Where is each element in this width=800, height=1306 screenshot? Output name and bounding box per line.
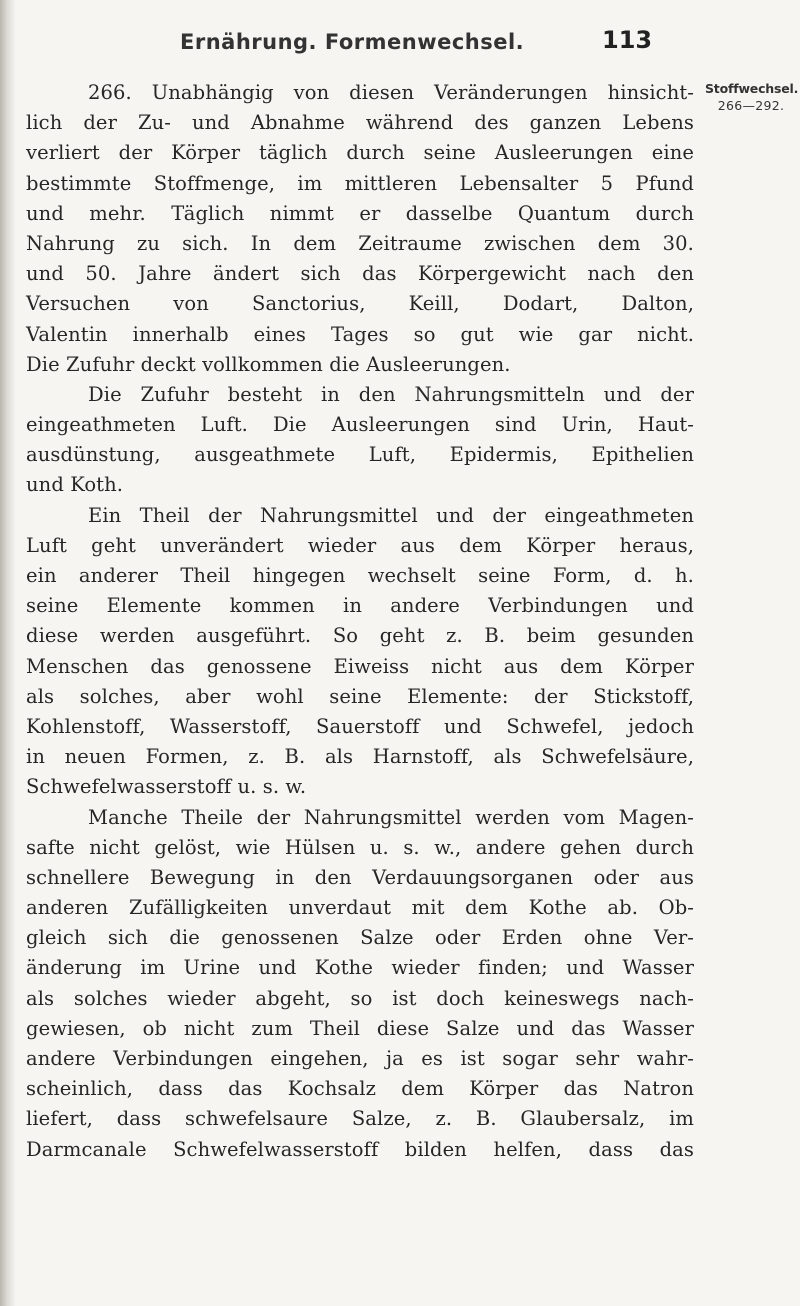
text-line: als solches, aber wohl seine Elemente: der Stickstoff, — [26, 684, 694, 708]
text-line: ausdünstung, ausgeathmete Luft, Epidermis, Epithelien — [26, 443, 694, 467]
text-line: Darmcanale Schwefelwasserstoff bilden helfen, dass das — [26, 1137, 694, 1161]
text-line: und 50. Jahre ändert sich das Körpergewicht nach den — [26, 262, 694, 286]
text-line: andere Verbindungen eingehen, ja es ist sogar sehr wahr- — [26, 1047, 694, 1070]
text-line: seine Elemente kommen in andere Verbindungen und — [26, 594, 694, 618]
margin-note-title: Stoffwechsel. — [705, 81, 799, 96]
margin-note — [705, 80, 797, 114]
text-line: Ein Theil der Nahrungsmittel und der eingeathmeten — [88, 503, 694, 527]
page-gutter-shadow — [0, 0, 16, 1306]
text-line: änderung im Urine und Kothe wieder finden; und Wasser — [26, 956, 694, 980]
text-line: Kohlenstoff, Wasserstoff, Sauerstoff und Schwefel, jedoch — [26, 714, 694, 738]
running-title: Ernährung. Formenwechsel. — [180, 30, 525, 54]
text-line: schnellere Bewegung in den Verdauungsorganen oder aus — [26, 865, 694, 889]
text-line: Valentin innerhalb eines Tages so gut wie gar nicht. — [26, 322, 694, 346]
text-line: scheinlich, dass das Kochsalz dem Körper das Natron — [26, 1077, 694, 1101]
text-line: 266. Unabhängig von diesen Veränderungen hinsicht- — [88, 81, 694, 104]
text-line: gewiesen, ob nicht zum Theil diese Salze und das Wasser — [26, 1016, 694, 1040]
text-line: gleich sich die genossenen Salze oder Erden ohne Ver- — [26, 926, 694, 950]
text-line: Menschen das genossene Eiweiss nicht aus dem Körper — [26, 654, 694, 678]
text-line: Schwefelwasserstoff u. s. w. — [26, 775, 307, 799]
text-line: safte nicht gelöst, wie Hülsen u. s. w., andere gehen durch — [26, 835, 694, 859]
page-number: 113 — [602, 26, 653, 54]
text-line: und mehr. Täglich nimmt er dasselbe Quantum durch — [26, 201, 694, 225]
text-line: lich der Zu- und Abnahme während des ganzen Lebens — [26, 111, 694, 135]
text-line: Die Zufuhr deckt vollkommen die Ausleerungen. — [26, 352, 511, 376]
margin-note-range: 266—292. — [717, 98, 785, 113]
text-line: Die Zufuhr besteht in den Nahrungsmitteln und der — [88, 382, 694, 406]
text-line: anderen Zufälligkeiten unverdaut mit dem Kothe ab. Ob- — [26, 896, 694, 920]
text-line: Manche Theile der Nahrungsmittel werden vom Magen- — [88, 805, 694, 829]
text-line: ein anderer Theil hingegen wechselt seine Form, d. h. — [26, 564, 694, 587]
text-line: Nahrung zu sich. In dem Zeitraume zwischen dem 30. — [26, 231, 694, 255]
text-line: Luft geht unverändert wieder aus dem Körper heraus, — [26, 533, 694, 557]
body-text — [26, 78, 694, 1165]
text-line: bestimmte Stoffmenge, im mittleren Lebensalter 5 Pfund — [26, 171, 694, 195]
text-line: und Koth. — [26, 473, 124, 497]
text-line: als solches wieder abgeht, so ist doch keineswegs nach- — [26, 986, 694, 1010]
text-line: in neuen Formen, z. B. als Harnstoff, als Schwefelsäure, — [26, 745, 694, 769]
text-line: Versuchen von Sanctorius, Keill, Dodart, Dalton, — [26, 292, 694, 316]
text-line: diese werden ausgeführt. So geht z. B. beim gesunden — [26, 624, 694, 648]
text-line: eingeathmeten Luft. Die Ausleerungen sind Urin, Haut- — [26, 413, 694, 437]
text-line: verliert der Körper täglich durch seine Ausleerungen eine — [26, 141, 694, 165]
text-line: liefert, dass schwefelsaure Salze, z. B. Glaubersalz, im — [26, 1107, 694, 1131]
